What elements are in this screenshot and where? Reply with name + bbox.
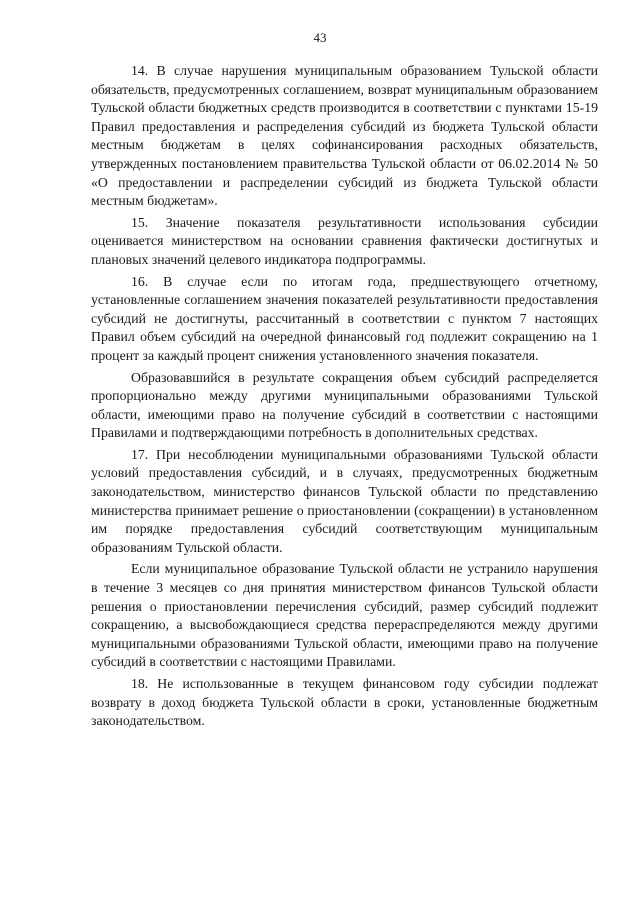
paragraph-18: 18. Не использованные в текущем финансовом году субсидии подлежат возврату в доход бюджета Тульской области в сроки, установленные бюджетным законодательством.: [91, 676, 598, 729]
document-body: [91, 62, 598, 734]
paragraph-14: 14. В случае нарушения муниципальным образованием Тульской области обязательств, предусмотренных соглашением, возврат муниципальным образованием Тульской области бюджетных средств производится в соответствии с пунктами 15-19 Правил предоставления и распределения субсидий из бюджета Тульской области местным бюджетам в целях софинансирования расходных обязательств, утвержденных постановлением правительства Тульской области от 06.02.2014 № 50 «О предоставлении и распределении субсидий из бюджета Тульской области местным бюджетам».: [91, 63, 598, 209]
paragraph-17-continuation: Если муниципальное образование Тульской области не устранило нарушения в течение 3 месяцев со дня принятия министерством финансов Тульской области решения о приостановлении перечисления субсидий, размер субсидий подлежит сокращению, а высвобождающиеся средства перераспределяются между другими муниципальными образованиями Тульской области, имеющими право на получение субсидий в соответствии с настоящими Правилами.: [91, 561, 598, 670]
paragraph-16-continuation: Образовавшийся в результате сокращения объем субсидий распределяется пропорционально между другими муниципальными образованиями Тульской области, имеющими право на получение субсидий в соответствии с настоящими Правилами и подтверждающими потребность в дополнительных средствах.: [91, 369, 598, 441]
paragraph-15: 15. Значение показателя результативности использования субсидии оценивается министерством на основании сравнения фактически достигнутых и плановых значений целевого индикатора подпрограммы.: [91, 214, 598, 267]
page-number: 43: [313, 30, 327, 45]
paragraph-17: 17. При несоблюдении муниципальными образованиями Тульской области условий предоставления субсидий, и в случаях, предусмотренных бюджетным законодательством, министерство финансов Тульской области по представлению министерства принимает решение о приостановлении (сокращении) в установленном им порядке предоставления субсидий соответствующим муниципальным образованиям Тульской области.: [91, 446, 598, 555]
paragraph-16: 16. В случае если по итогам года, предшествующего отчетному, установленные соглашением значения показателей результативности предоставления субсидий не достигнуты, рассчитанный в соответствии с пунктом 7 настоящих Правил объем субсидий на очередной финансовый год подлежит сокращению на 1 процент за каждый процент снижения установленного значения показателя.: [91, 273, 598, 363]
